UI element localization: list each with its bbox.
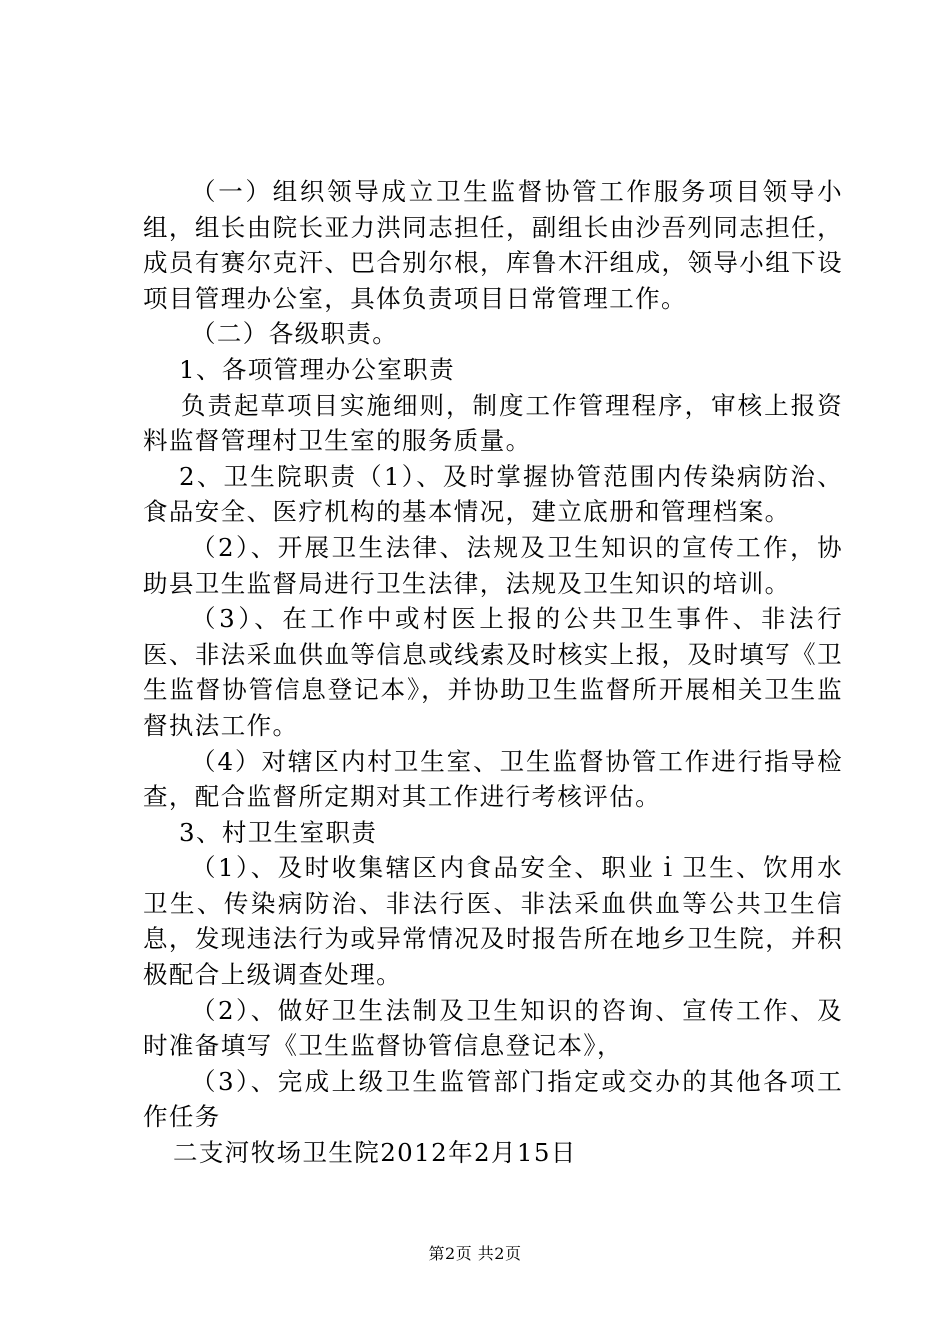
paragraph-organization: （一）组织领导成立卫生监督协管工作服务项目领导小组，组长由院长亚力洪同志担任，副组长由沙吾列同志担任，成员有赛尔克汗、巴合别尔根，库鲁木汗组成，领导小组下设项目管理办公室，具体负责项目日常管理工作。 — [143, 177, 843, 313]
document-body — [143, 174, 843, 1171]
paragraph-responsibilities-heading: （二）各级职责。 — [191, 319, 399, 349]
paragraph-signature-date: 二支河牧场卫生院2012年2月15日 — [173, 1138, 577, 1168]
paragraph-village-duties-3: （3）、完成上级卫生监管部门指定或交办的其他各项工作任务 — [143, 1066, 843, 1132]
paragraph-hospital-duties-1: 2、卫生院职责（1）、及时掌握协管范围内传染病防治、食品安全、医疗机构的基本情况，建立底册和管理档案。 — [143, 461, 843, 527]
page-number-footer: 第2页 共2页 — [428, 1244, 522, 1263]
paragraph-hospital-duties-3: （3）、在工作中或村医上报的公共卫生事件、非法行医、非法采血供血等信息或线索及时核实上报，及时填写《卫生监督协管信息登记本》，并协助卫生监督所开展相关卫生监督执法工作。 — [143, 604, 843, 740]
paragraph-village-duties-2: （2）、做好卫生法制及卫生知识的咨询、宣传工作、及时准备填写《卫生监督协管信息登记本》， — [143, 995, 843, 1061]
paragraph-office-duties-heading: 1、各项管理办公室职责 — [179, 354, 455, 384]
paragraph-office-duties: 负责起草项目实施细则，制度工作管理程序，审核上报资料监督管理村卫生室的服务质量。 — [143, 390, 843, 456]
paragraph-hospital-duties-2: （2）、开展卫生法律、法规及卫生知识的宣传工作，协助县卫生监督局进行卫生法律，法规及卫生知识的培训。 — [143, 532, 843, 598]
paragraph-village-duties-heading: 3、村卫生室职责 — [179, 817, 378, 847]
paragraph-hospital-duties-4: （4）对辖区内村卫生室、卫生监督协管工作进行指导检查，配合监督所定期对其工作进行考核评估。 — [143, 746, 843, 812]
paragraph-village-duties-1: （1）、及时收集辖区内食品安全、职业ｉ卫生、饮用水卫生、传染病防治、非法行医、非法采血供血等公共卫生信息，发现违法行为或异常情况及时报告所在地乡卫生院，并积极配合上级调查处理。 — [143, 853, 843, 990]
